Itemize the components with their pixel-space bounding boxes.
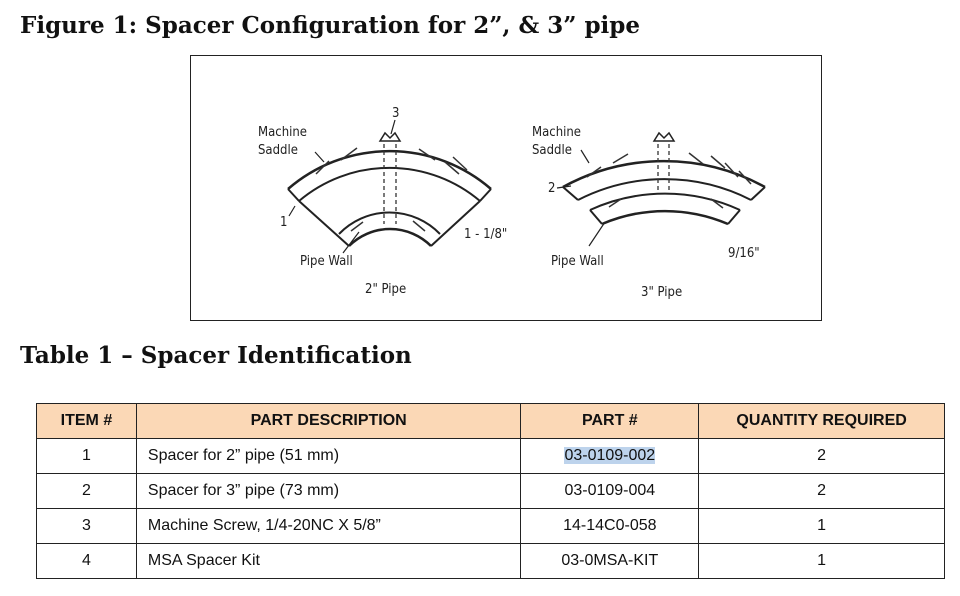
spacer-diagram: [191, 56, 823, 322]
header-quantity-required: QUANTITY REQUIRED: [699, 404, 945, 439]
selected-part-number[interactable]: 03-0109-002: [564, 447, 656, 464]
right-caption: 3" Pipe: [641, 285, 683, 300]
diagram-3in-pipe: [532, 125, 765, 300]
part-number-cell: [521, 439, 699, 474]
left-caption: 2" Pipe: [365, 282, 407, 297]
left-machine-label: Machine: [258, 125, 307, 140]
part-description-cell: Machine Screw, 1/4-20NC X 5/8”: [136, 509, 521, 544]
right-dimension-label: 9/16": [728, 246, 760, 261]
item-number-cell: 2: [37, 474, 137, 509]
quantity-cell: 2: [699, 474, 945, 509]
table-row: [37, 474, 945, 509]
quantity-cell: 1: [699, 544, 945, 579]
left-saddle-label: Saddle: [258, 143, 298, 158]
left-callout-3: 3: [392, 106, 400, 121]
part-number-cell: 14-14C0-058: [521, 509, 699, 544]
left-callout-1: 1: [280, 215, 288, 230]
part-description-cell: MSA Spacer Kit: [136, 544, 521, 579]
table-title: Table 1 – Spacer Identification: [20, 342, 412, 369]
right-machine-label: Machine: [532, 125, 581, 140]
spacer-configuration-figure: [190, 55, 822, 321]
header-item-number: ITEM #: [37, 404, 137, 439]
right-callout-2: 2: [548, 181, 556, 196]
left-pipe-wall-label: Pipe Wall: [300, 254, 353, 269]
part-number-cell: 03-0109-004: [521, 474, 699, 509]
part-number-cell: 03-0MSA-KIT: [521, 544, 699, 579]
item-number-cell: 3: [37, 509, 137, 544]
quantity-cell: 1: [699, 509, 945, 544]
item-number-cell: 4: [37, 544, 137, 579]
diagram-2in-pipe: [258, 106, 507, 297]
figure-title: Figure 1: Spacer Configuration for 2”, & 3” pipe: [20, 12, 640, 39]
part-description-cell: Spacer for 2” pipe (51 mm): [136, 439, 521, 474]
right-saddle-label: Saddle: [532, 143, 572, 158]
left-dimension-label: 1 - 1/8": [464, 227, 508, 242]
table-header-row: [37, 404, 945, 439]
table-row: [37, 439, 945, 474]
item-number-cell: 1: [37, 439, 137, 474]
table-row: [37, 509, 945, 544]
spacer-identification-table: [36, 403, 945, 579]
header-part-number: PART #: [521, 404, 699, 439]
part-description-cell: Spacer for 3” pipe (73 mm): [136, 474, 521, 509]
quantity-cell: 2: [699, 439, 945, 474]
header-part-description: PART DESCRIPTION: [136, 404, 521, 439]
table-row: [37, 544, 945, 579]
right-pipe-wall-label: Pipe Wall: [551, 254, 604, 269]
